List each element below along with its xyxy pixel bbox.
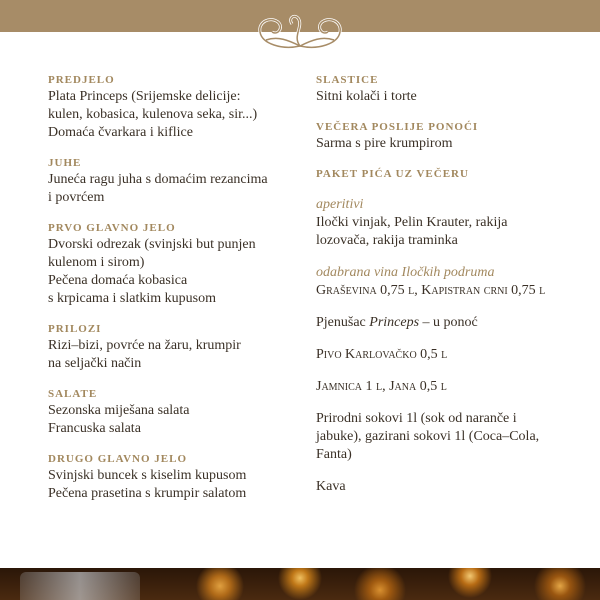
menu-item: Pečena prasetina s krumpir salatom (48, 486, 247, 501)
menu-item: s krpicama i slatkim kupusom (48, 291, 216, 306)
section-heading: DRUGO GLAVNO JELO (48, 453, 188, 465)
section-prilozi (48, 321, 293, 373)
spacer (316, 396, 566, 410)
glass-image (20, 572, 140, 600)
menu-item: i povrćem (48, 190, 105, 205)
drink-item: Jamnica 1 l, Jana 0,5 l (316, 379, 447, 394)
menu-item: Pečena domaća kobasica (48, 273, 188, 288)
menu-item: Juneća ragu juha s domaćim rezancima (48, 172, 268, 187)
menu-item: Domaća čvarkara i kiflice (48, 125, 193, 140)
menu-item: na seljački način (48, 356, 142, 371)
menu-item: Plata Princeps (Srijemske delicije: (48, 89, 241, 104)
drink-item: Prirodni sokovi 1l (sok od naranče i (316, 411, 517, 426)
drink-item: Iločki vinjak, Pelin Krauter, rakija (316, 215, 508, 230)
menu-item: Sitni kolači i torte (316, 89, 417, 104)
menu-item: Sarma s pire krumpirom (316, 136, 453, 151)
spacer (316, 332, 566, 346)
section-heading: VEČERA POSLIJE PONOĆI (316, 121, 479, 133)
menu-item: Svinjski buncek s kiselim kupusom (48, 468, 247, 483)
menu-item: kulen, kobasica, kulenova seka, sir...) (48, 107, 258, 122)
menu-item: Sezonska miješana salata (48, 403, 190, 418)
bokeh-photo-strip (0, 568, 600, 600)
section-heading: PRILOZI (48, 323, 102, 335)
spacer (316, 464, 566, 478)
spacer (316, 364, 566, 378)
section-vecera-poslije-ponoci (316, 119, 566, 153)
drink-item: Kava (316, 479, 346, 494)
spacer (316, 182, 566, 196)
menu-left-column (48, 72, 293, 516)
section-heading: JUHE (48, 157, 82, 169)
section-prvo-glavno-jelo (48, 220, 293, 308)
drink-item: Fanta) (316, 447, 352, 462)
section-heading-paket-pica: PAKET PIĆA UZ VEČERU (316, 168, 469, 180)
section-heading: PREDJELO (48, 74, 115, 86)
menu-item: Rizi–bizi, povrće na žaru, krumpir (48, 338, 241, 353)
drink-text: – u ponoć (419, 315, 478, 330)
section-juhe (48, 155, 293, 207)
section-drugo-glavno-jelo (48, 451, 293, 503)
drink-brand-name: Princeps (369, 315, 420, 330)
flourish-ornament-icon (252, 6, 348, 54)
subheading-vina: odabrana vina Iločkih podruma (316, 265, 495, 280)
menu-item: Dvorski odrezak (svinjski but punjen (48, 237, 256, 252)
subheading-aperitivi: aperitivi (316, 197, 364, 212)
section-salate (48, 386, 293, 438)
drink-item: Graševina 0,75 l, Kapistran crni 0,75 l (316, 283, 546, 298)
section-slastice (316, 72, 566, 106)
menu-item: kulenom i sirom) (48, 255, 145, 270)
drink-text: Pjenušac (316, 315, 370, 330)
spacer (316, 250, 566, 264)
spacer (316, 300, 566, 314)
menu-right-column (316, 72, 566, 496)
section-heading: PRVO GLAVNO JELO (48, 222, 176, 234)
drink-item: lozovača, rakija traminka (316, 233, 458, 248)
menu-item: Francuska salata (48, 421, 141, 436)
drink-item-pjenusac (316, 314, 566, 332)
drink-item: Pivo Karlovačko 0,5 l (316, 347, 448, 362)
section-predjelo (48, 72, 293, 142)
drink-item: jabuke), gazirani sokovi 1l (Coca–Cola, (316, 429, 540, 444)
section-heading: SLASTICE (316, 74, 379, 86)
section-heading: SALATE (48, 388, 98, 400)
